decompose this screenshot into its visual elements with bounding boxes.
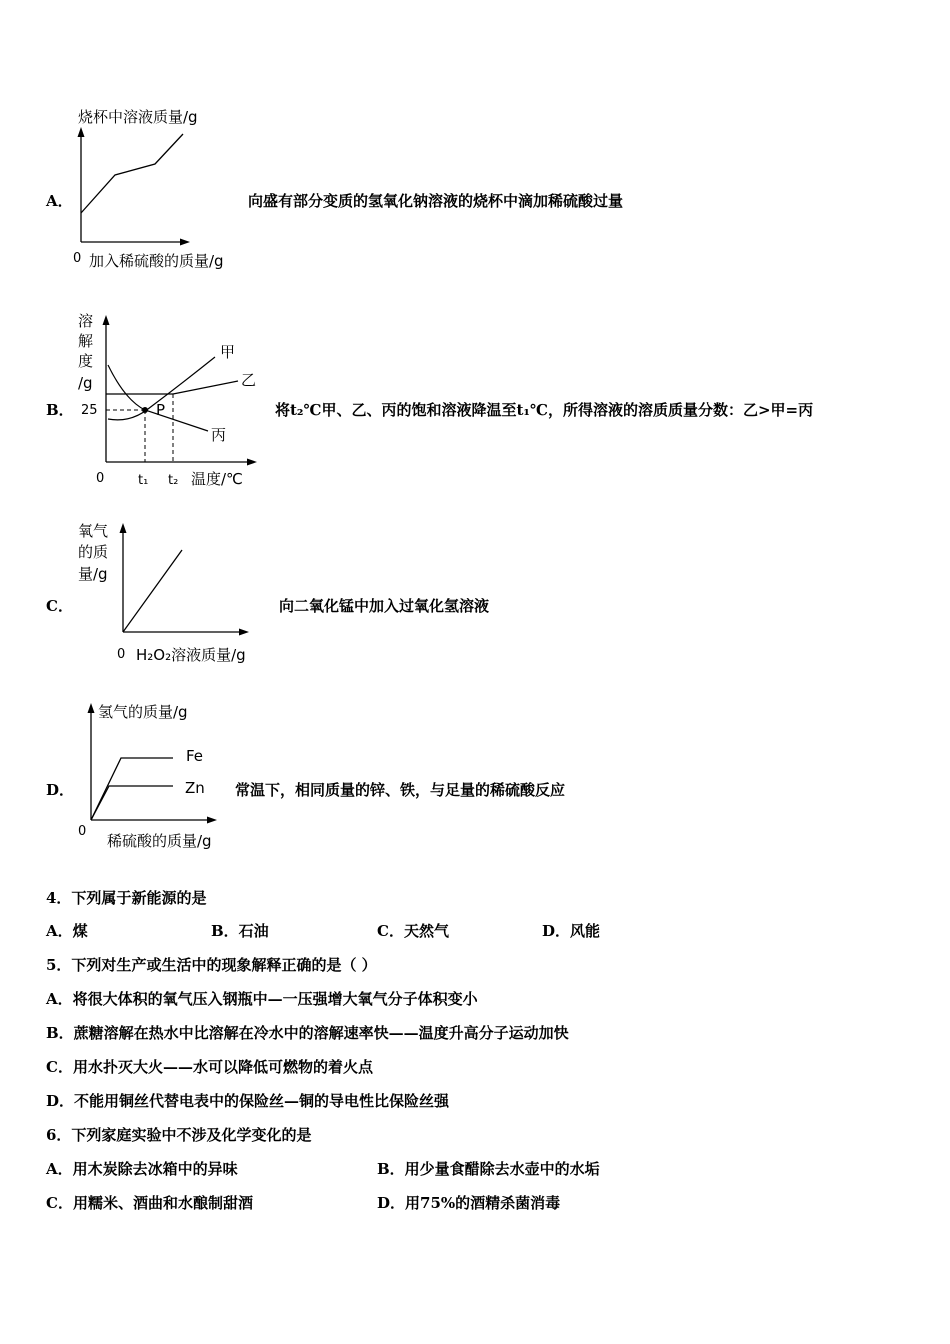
graph-d xyxy=(70,695,270,860)
question-6-option-a[interactable]: A．用木炭除去冰箱中的异味 xyxy=(46,1160,238,1178)
graph-d-label-fe: Fe xyxy=(186,747,204,765)
graph-c-y-label-3: 量/g xyxy=(78,565,108,583)
graph-b-t2: t₂ xyxy=(168,473,179,488)
graph-b-label-yi: 乙 xyxy=(241,371,257,389)
graph-b-t1: t₁ xyxy=(138,473,149,488)
graph-c-x-label: H₂O₂溶液质量/g xyxy=(136,646,246,664)
graph-b-y-label-1: 溶 xyxy=(78,312,94,330)
graph-d-y-label: 氢气的质量/g xyxy=(98,703,188,721)
question-5-option-b[interactable]: B．蔗糖溶解在热水中比溶解在冷水中的溶解速率快——温度升高分子运动加快 xyxy=(46,1024,569,1042)
graph-d-label-zn: Zn xyxy=(185,779,205,797)
option-d-description: 常温下，相同质量的锌、铁，与足量的稀硫酸反应 xyxy=(235,781,566,799)
graph-b-y-arrow xyxy=(103,315,110,325)
graph-d-x-arrow xyxy=(207,817,217,824)
question-4-option-b[interactable]: B．石油 xyxy=(211,922,269,940)
graph-c-origin: 0 xyxy=(117,647,126,662)
graph-a-origin: 0 xyxy=(73,251,82,266)
graph-b xyxy=(70,305,270,495)
question-5-option-c[interactable]: C．用水扑灭大火——水可以降低可燃物的着火点 xyxy=(46,1058,373,1076)
option-c-letter[interactable]: C． xyxy=(46,597,73,615)
graph-c-curve xyxy=(123,550,182,632)
question-6-stem: 6．下列家庭实验中不涉及化学变化的是 xyxy=(46,1126,312,1144)
question-5-option-a[interactable]: A．将很大体积的氧气压入钢瓶中—一压强增大氧气分子体积变小 xyxy=(46,990,478,1008)
question-5-option-d[interactable]: D．不能用铜丝代替电表中的保险丝—铜的导电性比保险丝强 xyxy=(46,1092,450,1110)
graph-a-x-arrow xyxy=(180,239,190,246)
graph-b-y-label-2: 解 xyxy=(78,332,94,350)
graph-b-point-label: P xyxy=(156,401,166,419)
graph-c-y-label-2: 的质 xyxy=(78,543,109,561)
graph-c-y-label-1: 氧气 xyxy=(78,522,109,540)
graph-a xyxy=(60,100,260,275)
graph-a-y-label: 烧杯中溶液质量/g xyxy=(78,108,198,126)
graph-b-label-jia: 甲 xyxy=(220,343,236,361)
question-4-stem: 4．下列属于新能源的是 xyxy=(46,889,207,907)
question-4-option-a[interactable]: A．煤 xyxy=(46,922,88,940)
graph-b-y-value: 25 xyxy=(81,403,98,418)
graph-c-x-arrow xyxy=(239,629,249,636)
graph-b-point-p xyxy=(142,407,148,413)
graph-a-curve xyxy=(81,134,183,213)
graph-b-y-label-3: 度 xyxy=(78,352,94,370)
option-b-letter[interactable]: B． xyxy=(46,401,74,419)
graph-b-label-bing: 丙 xyxy=(211,426,227,444)
graph-d-origin: 0 xyxy=(78,824,87,839)
graph-d-curve-zn xyxy=(91,786,173,820)
option-a-description: 向盛有部分变质的氢氧化钠溶液的烧杯中滴加稀硫酸过量 xyxy=(248,192,624,210)
question-6-option-c[interactable]: C．用糯米、酒曲和水酿制甜酒 xyxy=(46,1194,253,1212)
question-6-option-d[interactable]: D．用75%的酒精杀菌消毒 xyxy=(377,1194,561,1212)
question-4-option-d[interactable]: D．风能 xyxy=(542,922,601,940)
graph-b-x-arrow xyxy=(247,459,257,466)
option-b-description: 将t₂℃甲、乙、丙的饱和溶液降温至t₁℃，所得溶液的溶质质量分数：乙>甲=丙 xyxy=(275,401,814,419)
question-6-option-b[interactable]: B．用少量食醋除去水壶中的水垢 xyxy=(377,1160,600,1178)
option-d-letter[interactable]: D． xyxy=(46,781,75,799)
graph-d-x-label: 稀硫酸的质量/g xyxy=(107,832,212,850)
graph-b-origin: 0 xyxy=(96,471,105,486)
graph-d-curve-fe xyxy=(91,758,173,820)
graph-b-y-label-4: /g xyxy=(78,374,93,392)
graph-b-x-label: 温度/℃ xyxy=(191,470,243,488)
graph-a-y-arrow xyxy=(78,127,85,137)
option-c-description: 向二氧化锰中加入过氧化氢溶液 xyxy=(279,597,490,615)
question-4-option-c[interactable]: C．天然气 xyxy=(377,922,449,940)
graph-a-x-label: 加入稀硫酸的质量/g xyxy=(89,252,224,270)
graph-d-y-arrow xyxy=(88,703,95,713)
question-5-stem: 5．下列对生产或生活中的现象解释正确的是（ ） xyxy=(46,956,377,974)
option-a-letter[interactable]: A． xyxy=(46,192,73,210)
graph-c-y-arrow xyxy=(120,523,127,533)
graph-c xyxy=(75,515,275,675)
